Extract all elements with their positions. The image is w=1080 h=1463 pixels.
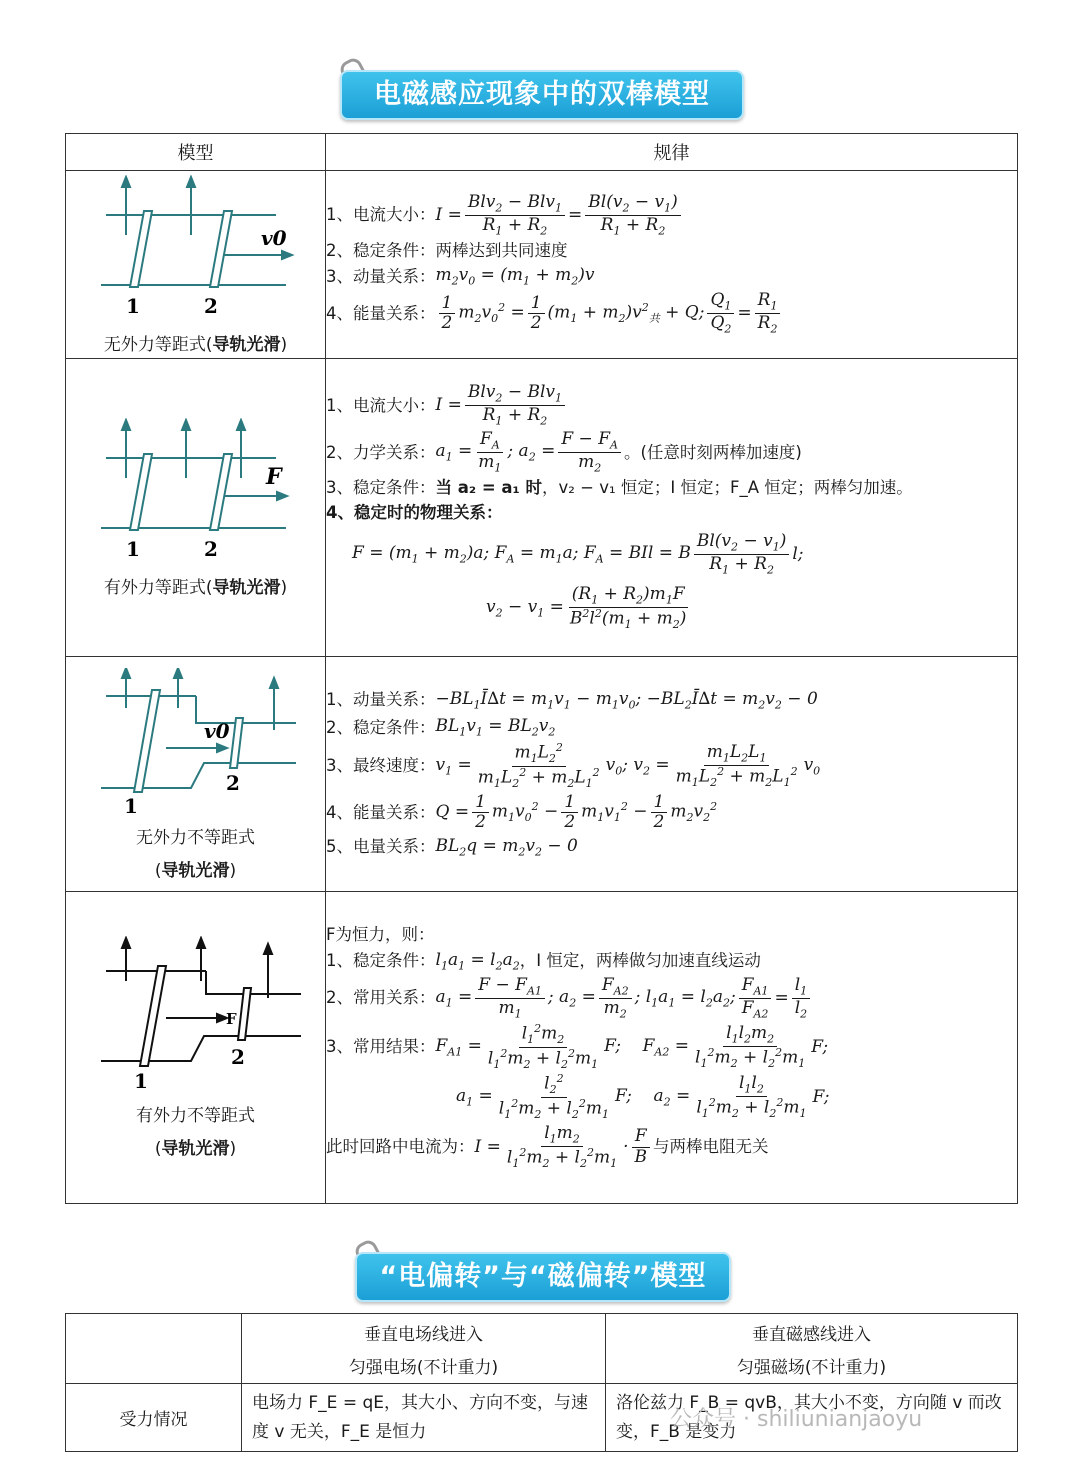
force-label: F — [225, 1010, 237, 1028]
rod-label-2: 2 — [225, 770, 240, 795]
figure-unequal-with-force — [86, 936, 306, 1096]
model-caption-1: 无外力等距式(导轨光滑) — [103, 334, 288, 355]
rule-cell-1: 1、电流大小： I = $\frac{Blv_2 - Blv_1}{R_1 + R_2}$ = $\frac{Bl(v_2 - v_1)}{R_1 + R_2}$ 2、稳定条件：两棒达到共同速度 3、动量关系： $m_2v_0 = (m_1 + m_2)v$ 4、能量关系： $\frac{1}{2}$ $m_2v_0^2$ = $\frac{1}{2}$ $(m_1 + m_2)v^2_共 + Q$; $\frac{Q_1}{Q_2}$ = $\frac{R_1}{R_2}$ — [326, 171, 1018, 359]
model-caption-4a: 有外力不等距式 — [136, 1106, 255, 1126]
section-title-banner-2: “电偏转”与“磁偏转”模型 — [355, 1252, 731, 1302]
model-caption-3a: 无外力不等距式 — [136, 827, 255, 848]
rule-cell-2: 1、电流大小： I = $\frac{Blv_2 - Blv_1}{R_1 + R_2}$ 2、力学关系： $a_1$ = $\frac{F_A}{m_1}$ ; $a_2$ = $\frac{F - F_A}{m_2}$ 。(任意时刻两棒加速度) 3、稳定条件： 当 a₂ = a₁ 时 ，v₂ − v₁ 恒定；I 恒定；F_A 恒定；两棒匀加速。 4、稳定时的物理关系： $F = (m_1 + m_2)a$; $F_A = m_1a$; $F_A$ = BIl = B $\frac{Bl(v_2 - v_1)}{R_1 + R_2}$ l; $v_2 - v_1$ = $\frac{(R_1 + R_2)m_1F}{B^2l^2(m_1 + m_2)}$ — [326, 359, 1018, 657]
rod-label-1: 1 — [133, 1069, 148, 1093]
rod-label-1: 1 — [123, 793, 138, 818]
cell-magnetic-force: 洛伦兹力 F_B = qvB，其大小不变，方向随 v 而改变，F_B 是变力 — [606, 1384, 1018, 1452]
watermark: 公众号 · shiliunianjaoyu — [670, 1407, 923, 1432]
header-rule: 规律 — [326, 134, 1018, 171]
model-cell-3 — [66, 657, 326, 892]
model-caption-2: 有外力等距式(导轨光滑) — [103, 577, 288, 598]
rule-cell-4: F为恒力，则： 1、稳定条件： $l_1a_1 = l_2a_2$ ，I 恒定，两棒做匀加速直线运动 2、常用关系： $a_1$ = $\frac{F - F_{A1}}{m_1}$ ; $a_2$ = $\frac{F_{A2}}{m_2}$ ; $l_1a_1 = l_2a_2$; $\frac{F_{A1}}{F_{A2}}$ = $\frac{l_1}{l_2}$ 3、常用结果： $F_{A1}$ = $\frac{l_1^2m_2}{l_1^2m_2 + l_2^2m_1}$ F; $F_{A2}$ = $\frac{l_1l_2m_2}{l_1^2m_2 + l_2^2m_1}$ F; $a_1$ = $\frac{l_2^2}{l_1^2m_2 + l_2^2m_1}$ F; $a_2$ = $\frac{l_1l_2}{l_1^2m_2 + l_2^2m_1}$ F; 此时回路中电流为： I = $\frac{l_1m_2}{l_1^2m_2 + l_2^2m_1}$ · $\frac{F}{B}$ 与两棒电阻无关 — [326, 892, 1018, 1204]
blank-header-cell — [66, 1314, 242, 1384]
header-electric: 垂直电场线进入 匀强电场(不计重力) — [242, 1314, 606, 1384]
row-label-force: 受力情况 — [66, 1384, 242, 1452]
model-caption-4b: (导轨光滑) — [154, 1139, 237, 1159]
rod-label-2: 2 — [203, 293, 218, 318]
model-cell-1 — [66, 171, 326, 359]
force-label: F — [265, 463, 282, 490]
figure-equal-with-force — [86, 418, 306, 568]
figure-equal-no-force — [86, 175, 306, 325]
double-rod-table — [65, 133, 1018, 1204]
rod-label-1: 1 — [125, 536, 140, 561]
velocity-label: v0 — [260, 225, 287, 250]
rod-label-2: 2 — [230, 1045, 245, 1069]
rod-label-1: 1 — [125, 293, 140, 318]
header-model: 模型 — [66, 134, 326, 171]
velocity-label: v0 — [203, 718, 230, 743]
figure-unequal-no-force — [86, 668, 306, 818]
model-caption-3b: (导轨光滑) — [154, 860, 237, 881]
header-magnetic: 垂直磁感线进入 匀强磁场(不计重力) — [606, 1314, 1018, 1384]
model-cell-4 — [66, 892, 326, 1204]
rod-label-2: 2 — [203, 536, 218, 561]
model-cell-2 — [66, 359, 326, 657]
cell-electric-force: 电场力 F_E = qE，其大小、方向不变，与速度 v 无关，F_E 是恒力 — [242, 1384, 606, 1452]
section-title-banner: 电磁感应现象中的双棒模型 — [340, 70, 744, 120]
rule-cell-3: 1、动量关系： $-BL_1Ī\Delta t = m_1v_1 - m_1v_0$; $-BL_2Ī\Delta t = m_2v_2 - 0$ 2、稳定条件： $BL_1v_1 = BL_2v_2$ 3、最终速度： $v_1$ = $\frac{m_1L_2^2}{m_1L_2^2 + m_2L_1^2}$ $v_0$; $v_2$ = $\frac{m_1L_2L_1}{m_1L_2^2 + m_2L_1^2}$ $v_0$ 4、能量关系： Q = $\frac{1}{2}$ $m_1v_0^2$ − $\frac{1}{2}$ $m_1v_1^2$ − $\frac{1}{2}$ $m_2v_2^2$ 5、电量关系： $BL_2q = m_2v_2 - 0$ — [326, 657, 1018, 892]
